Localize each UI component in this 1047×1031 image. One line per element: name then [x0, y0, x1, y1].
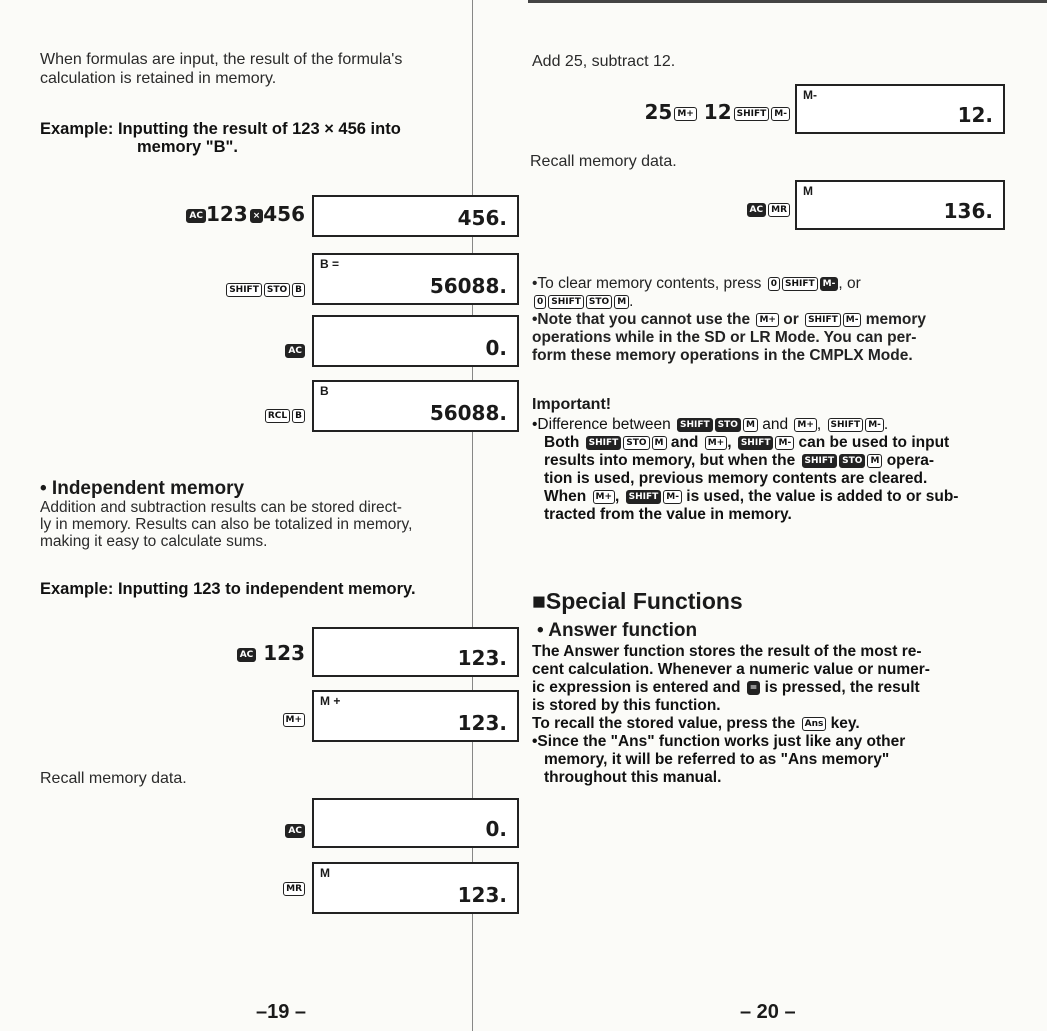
display-step-3	[312, 315, 519, 367]
add-subtract-text: Add 25, subtract 12.	[532, 53, 676, 70]
example-1	[40, 120, 520, 156]
m-plus-key: M+	[756, 313, 779, 327]
keys-step-3	[150, 337, 305, 361]
difference-text: •Difference between	[532, 416, 671, 433]
equals-key: =	[747, 681, 761, 695]
answer-line-8: throughout this manual.	[544, 769, 722, 786]
answer-line-3: ic expression is entered and	[532, 679, 741, 696]
clear-memory-text: •To clear memory contents, press	[532, 275, 762, 292]
keys-step-2	[150, 276, 305, 300]
independent-memory-body	[40, 499, 530, 550]
shift-key: SHIFT	[586, 436, 622, 450]
m-minus-key: M-	[771, 107, 790, 121]
keys-add-subtract	[600, 100, 790, 124]
m-key: M	[614, 295, 629, 309]
recall-memory-right: Recall memory data.	[530, 153, 677, 170]
m-key: M	[743, 418, 758, 432]
sto-key: STO	[586, 295, 612, 309]
keys-25: 25	[644, 100, 673, 124]
display-value: 12.	[957, 103, 993, 127]
answer-line-4: is stored by this function.	[532, 697, 721, 714]
answer-line-7: memory, it will be referred to as "Ans memory"	[544, 751, 890, 768]
page-number-left: –19 –	[256, 1001, 307, 1023]
ac-key: AC	[285, 824, 305, 838]
intro-line-2: calculation is retained in memory.	[40, 70, 277, 87]
cleared-text: tion is used, previous memory contents are cleared.	[544, 470, 928, 487]
example-1-line-1: Example: Inputting the result of 123 × 456 into	[40, 120, 401, 138]
display-step-2	[312, 253, 519, 305]
ac-key: AC	[186, 209, 206, 223]
answer-function-title: • Answer function	[537, 620, 698, 641]
display-value: 136.	[943, 199, 993, 223]
display-step-1	[312, 195, 519, 237]
keys-step-6	[200, 706, 305, 730]
page-number-right: – 20 –	[740, 1001, 796, 1023]
m-minus-key: M-	[820, 277, 839, 291]
m-minus-key: M-	[775, 436, 794, 450]
ans-key: Ans	[802, 717, 827, 731]
mr-key: MR	[768, 203, 790, 217]
or-text: or	[846, 275, 861, 292]
sto-key: STO	[839, 454, 865, 468]
m-minus-key: M-	[663, 490, 682, 504]
display-step-4	[312, 380, 519, 432]
keys-123: 123	[263, 641, 305, 665]
display-step-5	[312, 627, 519, 677]
answer-line-5: To recall the stored value, press the	[532, 715, 796, 732]
keys-step-7	[200, 817, 305, 841]
and-text: and	[670, 434, 699, 451]
clear-memory-notes: •To clear memory contents, press 0 SHIFT M- , or 0 SHIFT STO M . •Note that you cannot use the M+ or SHIFT M- memory operations while in the SD or LR Mode. You can per- form these memory operations in the CMPLX Mode.	[532, 275, 1022, 365]
top-rule	[528, 0, 1047, 3]
ac-key: AC	[747, 203, 767, 217]
display-value: 0.	[485, 336, 507, 360]
example-1-line-2: memory "B".	[137, 138, 238, 156]
keys-12: 12	[703, 100, 732, 124]
shift-key: SHIFT	[738, 436, 774, 450]
zero-key: 0	[768, 277, 780, 291]
display-recall	[795, 180, 1005, 230]
display-value: 56088.	[429, 401, 507, 425]
shift-key: SHIFT	[734, 107, 770, 121]
b-key: B	[292, 409, 305, 423]
answer-line-3b: is pressed, the result	[764, 679, 920, 696]
display-value: 456.	[457, 206, 507, 230]
shift-key: SHIFT	[802, 454, 838, 468]
display-indicator: M	[320, 866, 330, 880]
opera-text: opera-	[886, 452, 935, 469]
independent-memory-title: • Independent memory	[40, 478, 245, 499]
keys-456: 456	[263, 202, 305, 226]
independent-line-3: making it easy to calculate sums.	[40, 533, 268, 550]
keys-step-4	[150, 402, 305, 426]
m-minus-key: M-	[843, 313, 862, 327]
b-key: B	[292, 283, 305, 297]
display-indicator: B =	[320, 257, 340, 271]
answer-line-5b: key.	[830, 715, 860, 732]
answer-line-2: cent calculation. Whenever a numeric value or numer-	[532, 661, 930, 678]
shift-key: SHIFT	[226, 283, 262, 297]
display-value: 123.	[457, 883, 507, 907]
ac-key: AC	[285, 344, 305, 358]
and-text: and	[762, 416, 789, 433]
subtracted-text: tracted from the value in memory.	[544, 506, 792, 523]
special-functions-title: ■Special Functions	[532, 588, 743, 614]
important-heading: Important!	[532, 396, 612, 413]
shift-key: SHIFT	[677, 418, 713, 432]
m-plus-key: M+	[283, 713, 306, 727]
note-text: •Note that you cannot use the	[532, 311, 751, 328]
shift-key: SHIFT	[805, 313, 841, 327]
shift-key: SHIFT	[626, 490, 662, 504]
zero-key: 0	[534, 295, 546, 309]
m-plus-key: M+	[705, 436, 728, 450]
keys-step-1	[140, 202, 305, 226]
ac-key: AC	[237, 648, 257, 662]
input-text: can be used to input	[798, 434, 950, 451]
display-indicator: M	[803, 184, 813, 198]
mr-key: MR	[283, 882, 305, 896]
recall-memory-left: Recall memory data.	[40, 770, 187, 787]
sto-key: STO	[623, 436, 649, 450]
when-text: When	[544, 488, 587, 505]
shift-key: SHIFT	[828, 418, 864, 432]
both-text: Both	[544, 434, 580, 451]
m-minus-key: M-	[865, 418, 884, 432]
answer-line-6: •Since the "Ans" function works just like any other	[532, 733, 906, 750]
display-indicator: B	[320, 384, 329, 398]
display-value: 56088.	[429, 274, 507, 298]
display-indicator: M-	[803, 88, 817, 102]
shift-key: SHIFT	[782, 277, 818, 291]
rcl-key: RCL	[265, 409, 290, 423]
added-text: is used, the value is added to or sub-	[686, 488, 959, 505]
keys-recall	[700, 196, 790, 220]
or-text: or	[783, 311, 799, 328]
m-key: M	[867, 454, 882, 468]
display-value: 123.	[457, 646, 507, 670]
display-add-subtract	[795, 84, 1005, 134]
display-step-6	[312, 690, 519, 742]
multiply-key: ×	[250, 209, 264, 223]
display-value: 123.	[457, 711, 507, 735]
important-body: •Difference between SHIFT STO M and M+ , SHIFT M- . Both SHIFT STO M and M+ , SHIFT M- can be used to input results into memory, but when the SHIFT STO M opera- tion is used, previous memory contents are cleared. When M+ , SHIFT M- is used, the value is added to or sub- tracted from the value in memory.	[532, 416, 1022, 524]
display-indicator: M +	[320, 694, 341, 708]
answer-function-body	[532, 643, 1027, 787]
sto-key: STO	[264, 283, 290, 297]
display-step-7	[312, 798, 519, 848]
display-step-8	[312, 862, 519, 914]
display-value: 0.	[485, 817, 507, 841]
keys-step-8	[200, 875, 305, 899]
keys-123: 123	[205, 202, 248, 226]
m-plus-key: M+	[674, 107, 697, 121]
memory-text: memory	[865, 311, 927, 328]
example-2: Example: Inputting 123 to independent memory.	[40, 580, 416, 598]
intro-text	[40, 50, 520, 88]
independent-line-1: Addition and subtraction results can be stored direct-	[40, 499, 402, 516]
note-line-3: form these memory operations in the CMPLX Mode.	[532, 347, 913, 364]
intro-line-1: When formulas are input, the result of the formula's	[40, 51, 403, 68]
shift-key: SHIFT	[548, 295, 584, 309]
note-line-2: operations while in the SD or LR Mode. You can per-	[532, 329, 917, 346]
m-plus-key: M+	[794, 418, 817, 432]
m-plus-key: M+	[593, 490, 616, 504]
independent-line-2: ly in memory. Results can also be totalized in memory,	[40, 516, 413, 533]
keys-step-5	[200, 641, 305, 665]
answer-line-1: The Answer function stores the result of the most re-	[532, 643, 922, 660]
results-text: results into memory, but when the	[544, 452, 796, 469]
sto-key: STO	[715, 418, 741, 432]
m-key: M	[652, 436, 667, 450]
